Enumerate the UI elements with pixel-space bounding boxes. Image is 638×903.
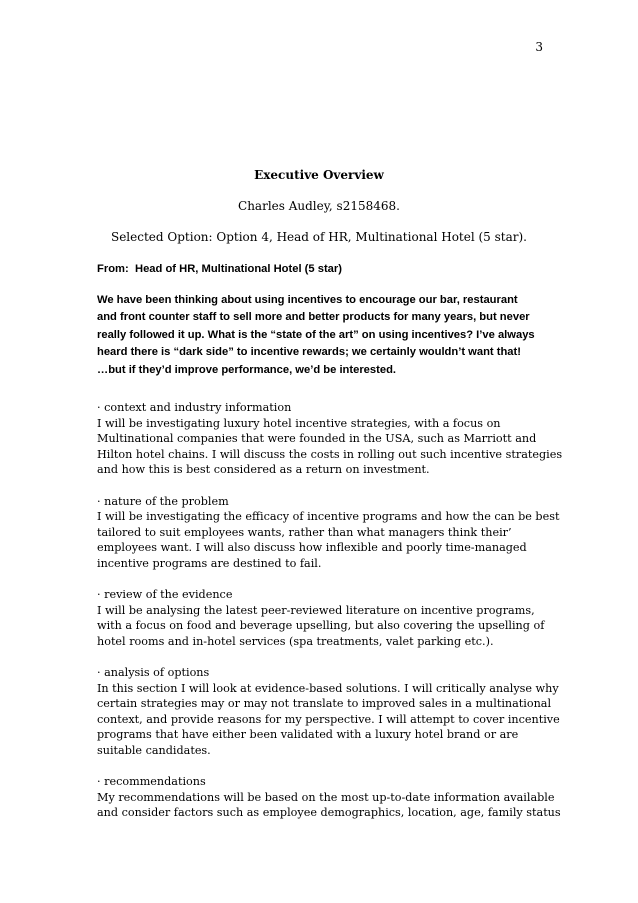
section-line: hotel rooms and in-hotel services (spa treatments, valet parking etc.). [97,634,494,648]
section-line: context, and provide reasons for my perspective. I will attempt to cover incentive [97,712,560,726]
section-heading: · nature of the problem [97,494,229,508]
section-line: Hilton hotel chains. I will discuss the costs in rolling out such incentive strategies [97,447,563,461]
section-context [97,400,563,478]
brief-line: …but if they’d improve performance, we’d be interested. [97,363,397,376]
section-line: My recommendations will be based on the most up-to-date information available [97,790,555,804]
section-line: programs that have either been validated with a luxury hotel brand or are [97,728,519,742]
section-heading: · analysis of options [97,666,210,680]
section-heading: · recommendations [97,775,206,789]
section-line: I will be investigating luxury hotel incentive strategies, with a focus on [97,416,501,430]
client-brief [97,292,547,379]
section-line: tailored to suit employees wants, rather than what managers think their’ [97,525,512,539]
brief-line: really followed it up. What is the “state of the art” on using incentives? I’ve always [97,328,535,341]
section-line: I will be investigating the efficacy of incentive programs and how the can be best [97,510,560,524]
section-line: employees want. I will also discuss how inflexible and poorly time-managed [97,541,527,555]
from-label: From: [97,263,129,275]
section-problem [97,494,560,572]
section-recommendations [97,774,561,821]
section-evidence [97,587,547,649]
from-line [97,262,342,277]
section-line: In this section I will look at evidence-based solutions. I will critically analyse why [97,681,559,695]
section-analysis [97,665,560,759]
brief-line: We have been thinking about using incentives to encourage our bar, restaurant [97,294,518,306]
section-heading: · context and industry information [97,401,292,414]
section-line: with a focus on food and beverage upselling, but also covering the upselling of [97,619,545,633]
page-number: 3 [535,40,543,54]
overview-sections [97,400,563,837]
section-line: incentive programs are destined to fail. [97,556,322,570]
section-line: and consider factors such as employee demographics, location, age, family status [97,806,561,820]
section-line: and how this is best considered as a return on investment. [97,463,430,477]
brief-line: and front counter staff to sell more and better products for many years, but never [97,311,530,324]
section-line: certain strategies may or may not translate to improved sales in a multinational [97,697,552,711]
author-line: Charles Audley, s2158468. [238,199,400,213]
section-line: I will be analysing the latest peer-reviewed literature on incentive programs, [97,603,535,617]
selected-option-line: Selected Option: Option 4, Head of HR, Multinational Hotel (5 star). [110,230,527,244]
from-value: Head of HR, Multinational Hotel (5 star) [135,263,342,275]
document-title: Executive Overview [254,168,384,182]
section-line: Multinational companies that were founded in the USA, such as Marriott and [97,432,537,446]
section-heading: · review of the evidence [97,588,233,602]
section-line: suitable candidates. [97,744,211,758]
brief-line: heard there is “dark side” to incentive rewards; we certainly wouldn’t want that! [97,346,521,359]
